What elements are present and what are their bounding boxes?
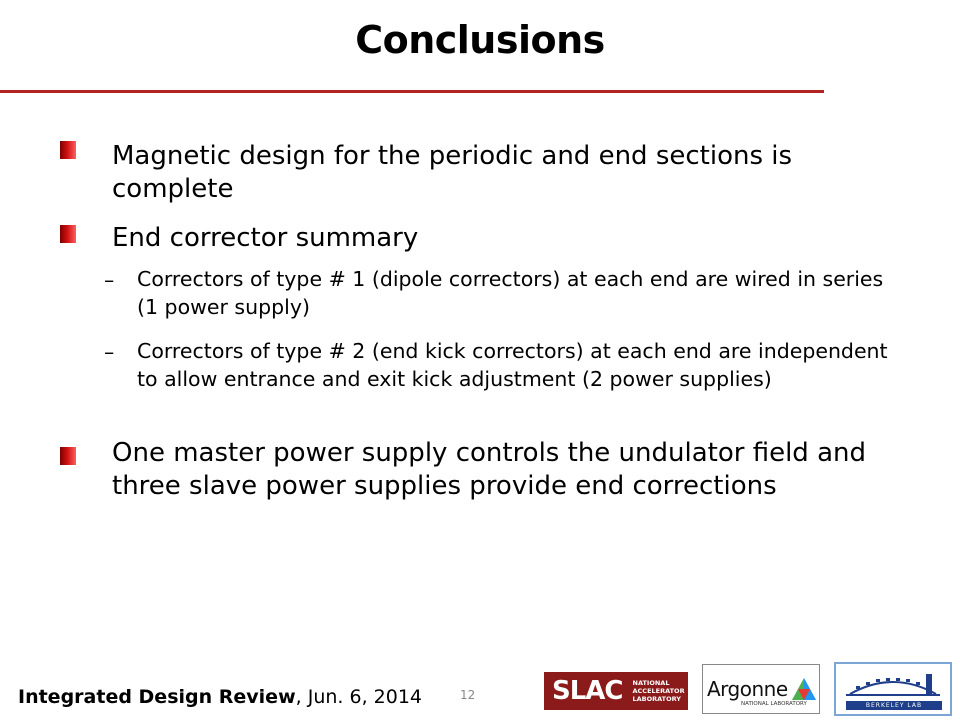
argonne-logo: [702, 664, 820, 714]
argonne-logo-subtitle: NATIONAL LABORATORY: [741, 701, 807, 707]
dash-marker: –: [104, 268, 115, 292]
footer-date: Jun. 6, 2014: [307, 686, 423, 708]
bullet-square-icon: [60, 447, 76, 465]
argonne-triangle-icon: [790, 676, 818, 702]
title-divider: [0, 90, 824, 93]
berkeley-logo-subtitle: BERKELEY LAB: [846, 701, 942, 710]
argonne-logo-word: Argonne: [707, 677, 788, 701]
sub-bullet-text: Correctors of type # 1 (dipole correctors) at each end are wired in series (1 power supply): [137, 267, 884, 319]
slac-logo: [544, 672, 688, 710]
bullet-text: Magnetic design for the periodic and end sections is complete: [112, 141, 793, 204]
footer-label: Integrated Design Review, Jun. 6, 2014: [18, 686, 423, 708]
slac-logo-word: SLAC: [552, 676, 623, 706]
bullet-text: End corrector summary: [112, 223, 419, 253]
slac-logo-subtitle: NATIONAL ACCELERATOR LABORATORY: [632, 679, 685, 703]
berkeley-building-icon: [836, 666, 950, 702]
bullet-square-icon: [60, 225, 76, 243]
footer-event: Integrated Design Review: [18, 686, 296, 708]
page-number: 12: [460, 688, 476, 702]
sub-bullet-text: Correctors of type # 2 (end kick correctors) at each end are independent to allow entrance and exit kick adjustment (2 power supplies): [137, 339, 888, 391]
bullet-square-icon: [60, 141, 76, 159]
berkeley-lab-logo: [834, 662, 952, 716]
dash-marker: –: [104, 340, 115, 364]
bullet-text: One master power supply controls the undulator field and three slave power supplies provide end corrections: [112, 438, 866, 501]
slide-title: Conclusions: [355, 18, 605, 62]
